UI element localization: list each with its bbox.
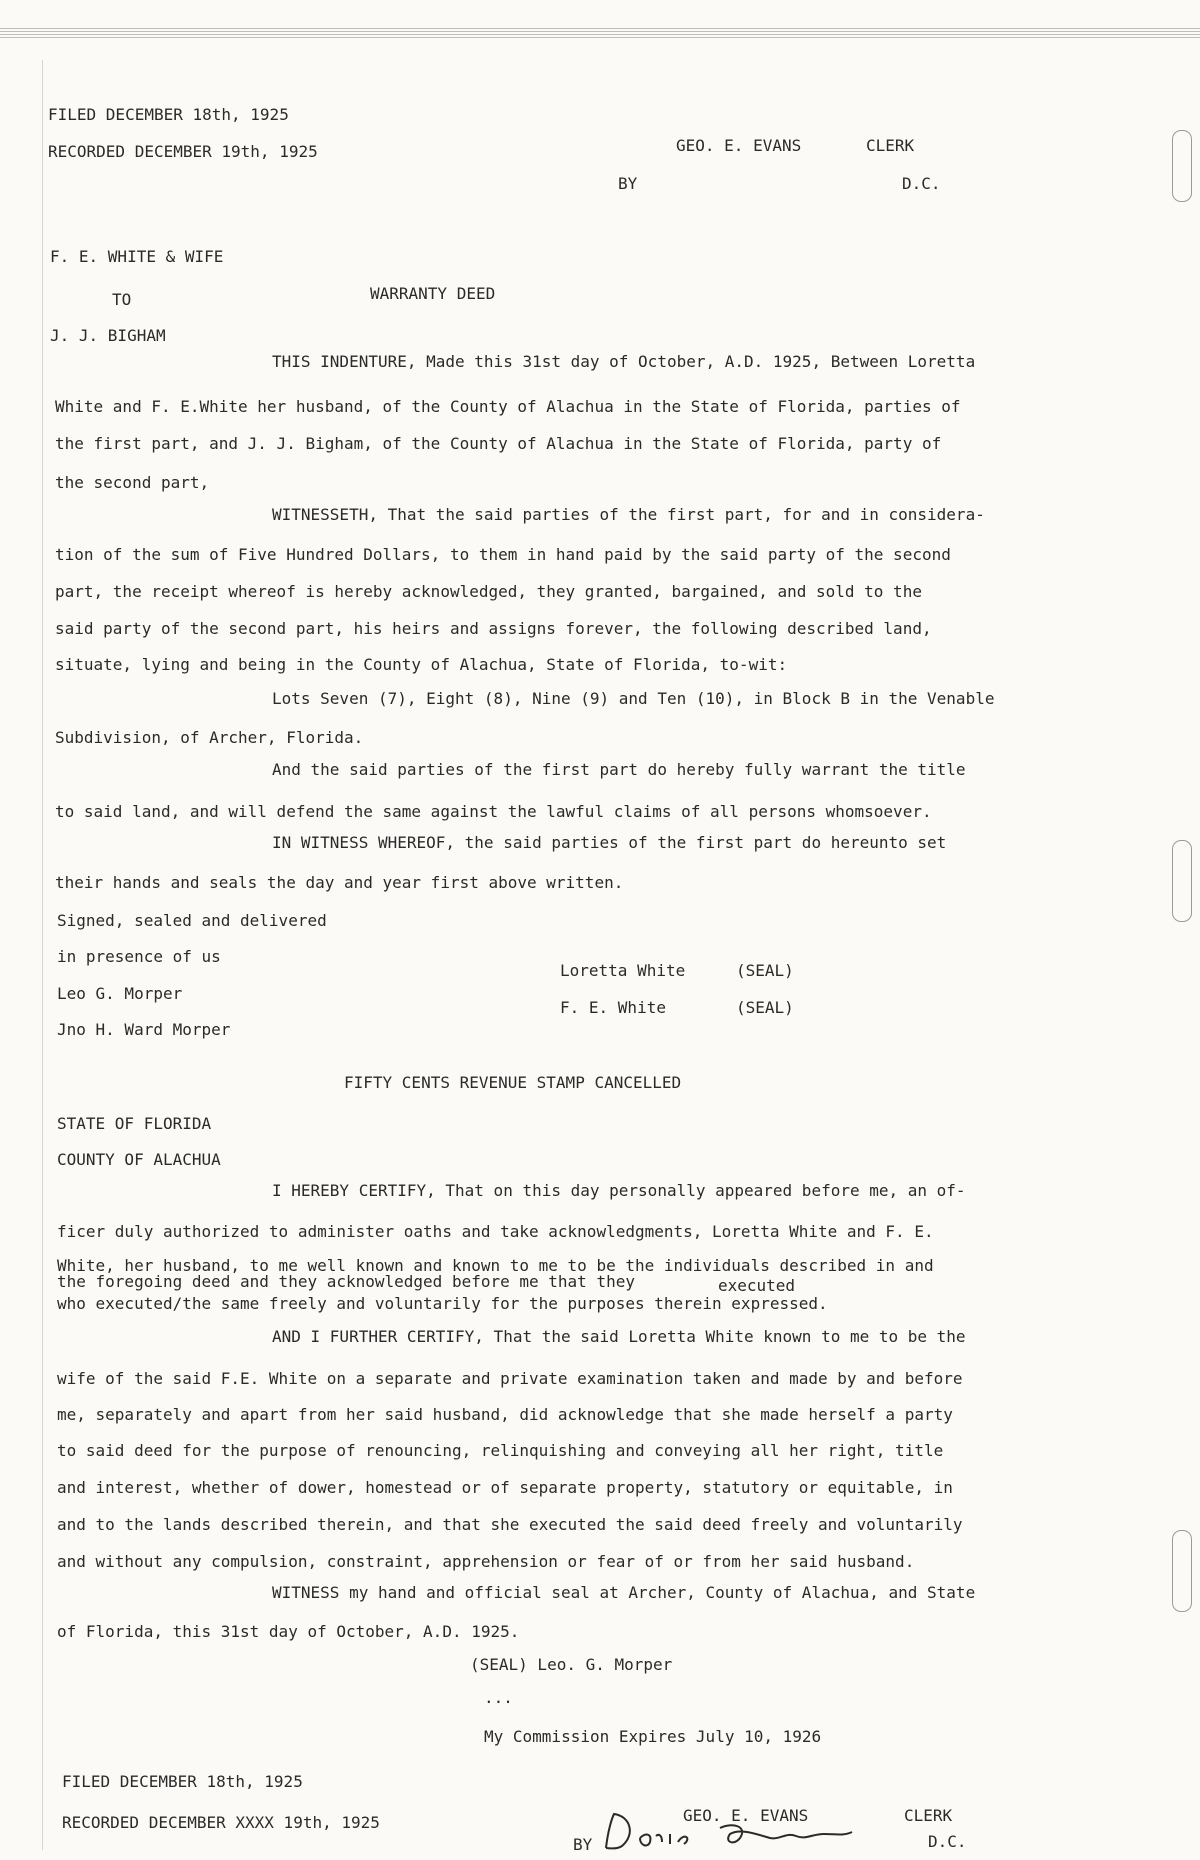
body-line: IN WITNESS WHEREOF, the said parties of the first part do hereunto set [272,833,947,852]
body-line: THIS INDENTURE, Made this 31st day of October, A.D. 1925, Between Loretta [272,352,976,371]
body-line: part, the receipt whereof is hereby acknowledged, they granted, bargained, and sold to the [55,582,922,601]
ack-line: I HEREBY CERTIFY, That on this day personally appeared before me, an of- [272,1181,966,1200]
footer-recorded-date: RECORDED DECEMBER XXXX 19th, 1925 [62,1813,380,1832]
in-presence-of: in presence of us [57,947,221,966]
ack-line: White, her husband, to me well known and known to me to be the individuals described in and [57,1256,934,1275]
deputy-clerk: D.C. [902,174,941,193]
body-line: White and F. E.White her husband, of the County of Alachua in the State of Florida, parties of [55,397,961,416]
binder-hole-middle [1172,840,1192,922]
ack-line: ficer duly authorized to administer oaths and take acknowledgments, Loretta White and F. E. [57,1222,934,1241]
top-rule [0,28,1200,40]
clerk-name: GEO. E. EVANS [676,136,802,155]
signer-name: F. E. White [560,998,666,1017]
ellipsis: ... [484,1688,513,1707]
ack-line: AND I FURTHER CERTIFY, That the said Loretta White known to me to be the [272,1327,966,1346]
ack-line: who executed/the same freely and voluntarily for the purposes therein expressed. [57,1294,828,1313]
ack-line: me, separately and apart from her said husband, did acknowledge that she made herself a party [57,1405,953,1424]
county-heading: COUNTY OF ALACHUA [57,1150,221,1169]
witness-name: Leo G. Morper [57,984,183,1003]
witness-name: Jno H. Ward Morper [57,1020,231,1039]
binder-hole-top [1172,130,1192,202]
seal-mark: (SEAL) [736,961,794,980]
body-line: Subdivision, of Archer, Florida. [55,728,364,747]
ack-line: and without any compulsion, constraint, apprehension or fear of or from her said husband. [57,1552,915,1571]
handwritten-signature [600,1808,860,1854]
footer-clerk-name: GEO. E. EVANS [683,1806,809,1825]
body-line: Lots Seven (7), Eight (8), Nine (9) and Ten (10), in Block B in the Venable [272,689,995,708]
to-label: TO [112,290,132,309]
document-type: WARRANTY DEED [370,284,496,303]
state-heading: STATE OF FLORIDA [57,1114,212,1133]
ack-line: WITNESS my hand and official seal at Archer, County of Alachua, and State [272,1583,976,1602]
body-line: And the said parties of the first part do hereby fully warrant the title [272,760,966,779]
grantee: J. J. BIGHAM [50,326,166,345]
body-line: their hands and seals the day and year first above written. [55,873,624,892]
body-line: WITNESSETH, That the said parties of the first part, for and in considera- [272,505,985,524]
body-line: said party of the second part, his heirs and assigns forever, the following described land, [55,619,932,638]
notary-signature-line: (SEAL) Leo. G. Morper [470,1655,673,1674]
ack-line: wife of the said F.E. White on a separate and private examination taken and made by and before [57,1369,963,1388]
seal-mark: (SEAL) [736,998,794,1017]
commission-expiry: My Commission Expires July 10, 1926 [484,1727,822,1746]
recorded-date: RECORDED DECEMBER 19th, 1925 [48,142,318,161]
ack-line: of Florida, this 31st day of October, A.D. 1925. [57,1622,520,1641]
revenue-stamp-note: FIFTY CENTS REVENUE STAMP CANCELLED [344,1073,682,1092]
ack-line: to said deed for the purpose of renouncing, relinquishing and conveying all her right, title [57,1441,944,1460]
ack-interlineation: the foregoing deed and they acknowledged before me that they [57,1272,635,1291]
footer-filed-date: FILED DECEMBER 18th, 1925 [62,1772,303,1791]
signer-name: Loretta White [560,961,686,980]
ack-interlineation: executed [718,1276,796,1295]
signed-sealed-delivered: Signed, sealed and delivered [57,911,327,930]
body-line: situate, lying and being in the County of Alachua, State of Florida, to-wit: [55,655,788,674]
body-line: the second part, [55,473,210,492]
margin-rule [42,60,43,1850]
ack-line: and interest, whether of dower, homestead or of separate property, statutory or equitable, in [57,1478,953,1497]
ack-line: and to the lands described therein, and that she executed the said deed freely and voluntarily [57,1515,963,1534]
binder-hole-bottom [1172,1530,1192,1612]
grantor: F. E. WHITE & WIFE [50,247,224,266]
body-line: to said land, and will defend the same against the lawful claims of all persons whomsoever. [55,802,932,821]
footer-deputy-clerk: D.C. [928,1832,967,1851]
footer-by-label: BY [573,1835,593,1854]
body-line: tion of the sum of Five Hundred Dollars, to them in hand paid by the said party of the second [55,545,951,564]
footer-clerk-title: CLERK [904,1806,953,1825]
filed-date: FILED DECEMBER 18th, 1925 [48,105,289,124]
body-line: the first part, and J. J. Bigham, of the County of Alachua in the State of Florida, party of [55,434,942,453]
clerk-title: CLERK [866,136,915,155]
by-label: BY [618,174,638,193]
